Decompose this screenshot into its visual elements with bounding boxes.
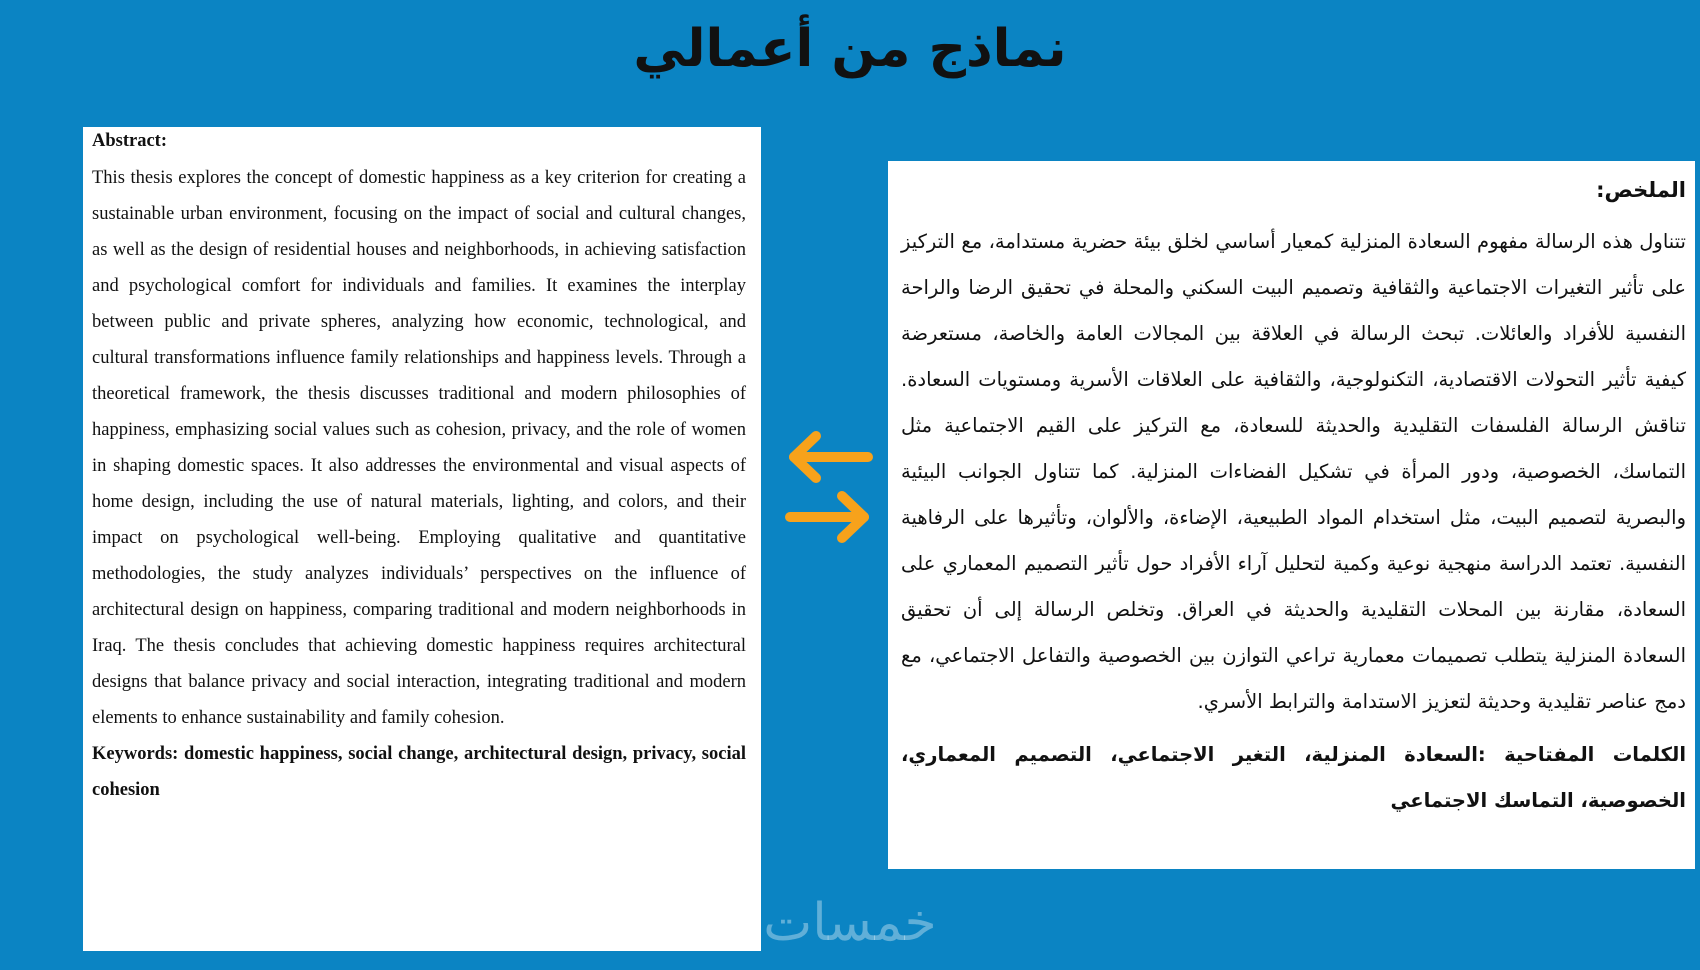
english-abstract-body: This thesis explores the concept of domestic happiness as a key criterion for creating a sustainable urban environment, focusing on the impact of social and cultural changes, as well as the design of residential houses and neighborhoods, in achieving satisfaction and psychological comfort for individuals and families. It examines the interplay between public and private spheres, analyzing how economic, technological, and cultural transformations influence family relationships and happiness levels. Through a theoretical framework, the thesis discusses traditional and modern philosophies of happiness, emphasizing social values such as cohesion, privacy, and the role of women in shaping domestic spaces. It also addresses the environmental and visual aspects of home design, including the use of natural materials, lighting, and colors, and their impact on psychological well-being. Employing qualitative and quantitative methodologies, the study analyzes individuals’ perspectives on the influence of architectural design on happiness, comparing traditional and modern neighborhoods in Iraq. The thesis concludes that achieving domestic happiness requires architectural designs that balance privacy and social interaction, integrating traditional and modern elements to enhance sustainability and family cohesion.: [92, 168, 746, 728]
arabic-abstract-panel: [888, 161, 1695, 869]
english-abstract-heading: Abstract:: [92, 131, 168, 151]
arrow-right-icon: [790, 496, 864, 538]
bidirectional-arrows: [782, 428, 876, 544]
arrow-left-icon: [794, 436, 868, 478]
arabic-keywords: الكلمات المفتاحية :السعادة المنزلية، التغير الاجتماعي، التصميم المعماري، الخصوصية، التماسك الاجتماعي: [901, 743, 1686, 812]
arabic-abstract-heading: الملخص:: [1596, 178, 1686, 202]
english-keywords: Keywords: domestic happiness, social change, architectural design, privacy, social cohesion: [92, 744, 746, 800]
watermark-logo: خمسات: [763, 893, 937, 953]
arabic-abstract-body: تتناول هذه الرسالة مفهوم السعادة المنزلية كمعيار أساسي لخلق بيئة حضرية مستدامة، مع التركيز على تأثير التغيرات الاجتماعية والثقافية وتصميم البيت السكني والمحلة في تحقيق الرضا والراحة النفسية للأفراد والعائلات. تبحث الرسالة في العلاقة بين المجالات العامة والخاصة، مستعرضة كيفية تأثير التحولات الاقتصادية، التكنولوجية، والثقافية على العلاقات الأسرية ومستويات السعادة. تناقش الرسالة الفلسفات التقليدية والحديثة للسعادة، مع التركيز على القيم الاجتماعية مثل التماسك، الخصوصية، ودور المرأة في تشكيل الفضاءات المنزلية. كما تتناول الجوانب البيئية والبصرية لتصميم البيت، مثل استخدام المواد الطبيعية، الإضاءة، والألوان، وتأثيرها على الرفاهية النفسية. تعتمد الدراسة منهجية نوعية وكمية لتحليل آراء الأفراد حول تأثير التصميم المعماري على السعادة، مقارنة بين المحلات التقليدية والحديثة في العراق. وتخلص الرسالة إلى أن تحقيق السعادة المنزلية يتطلب تصميمات معمارية تراعي التوازن بين الخصوصية والتفاعل الاجتماعي، مع دمج عناصر تقليدية وحديثة لتعزيز الاستدامة والترابط الأسري.: [901, 230, 1686, 713]
english-abstract-panel: [83, 127, 761, 951]
slide-title: نماذج من أعمالي: [633, 19, 1067, 79]
